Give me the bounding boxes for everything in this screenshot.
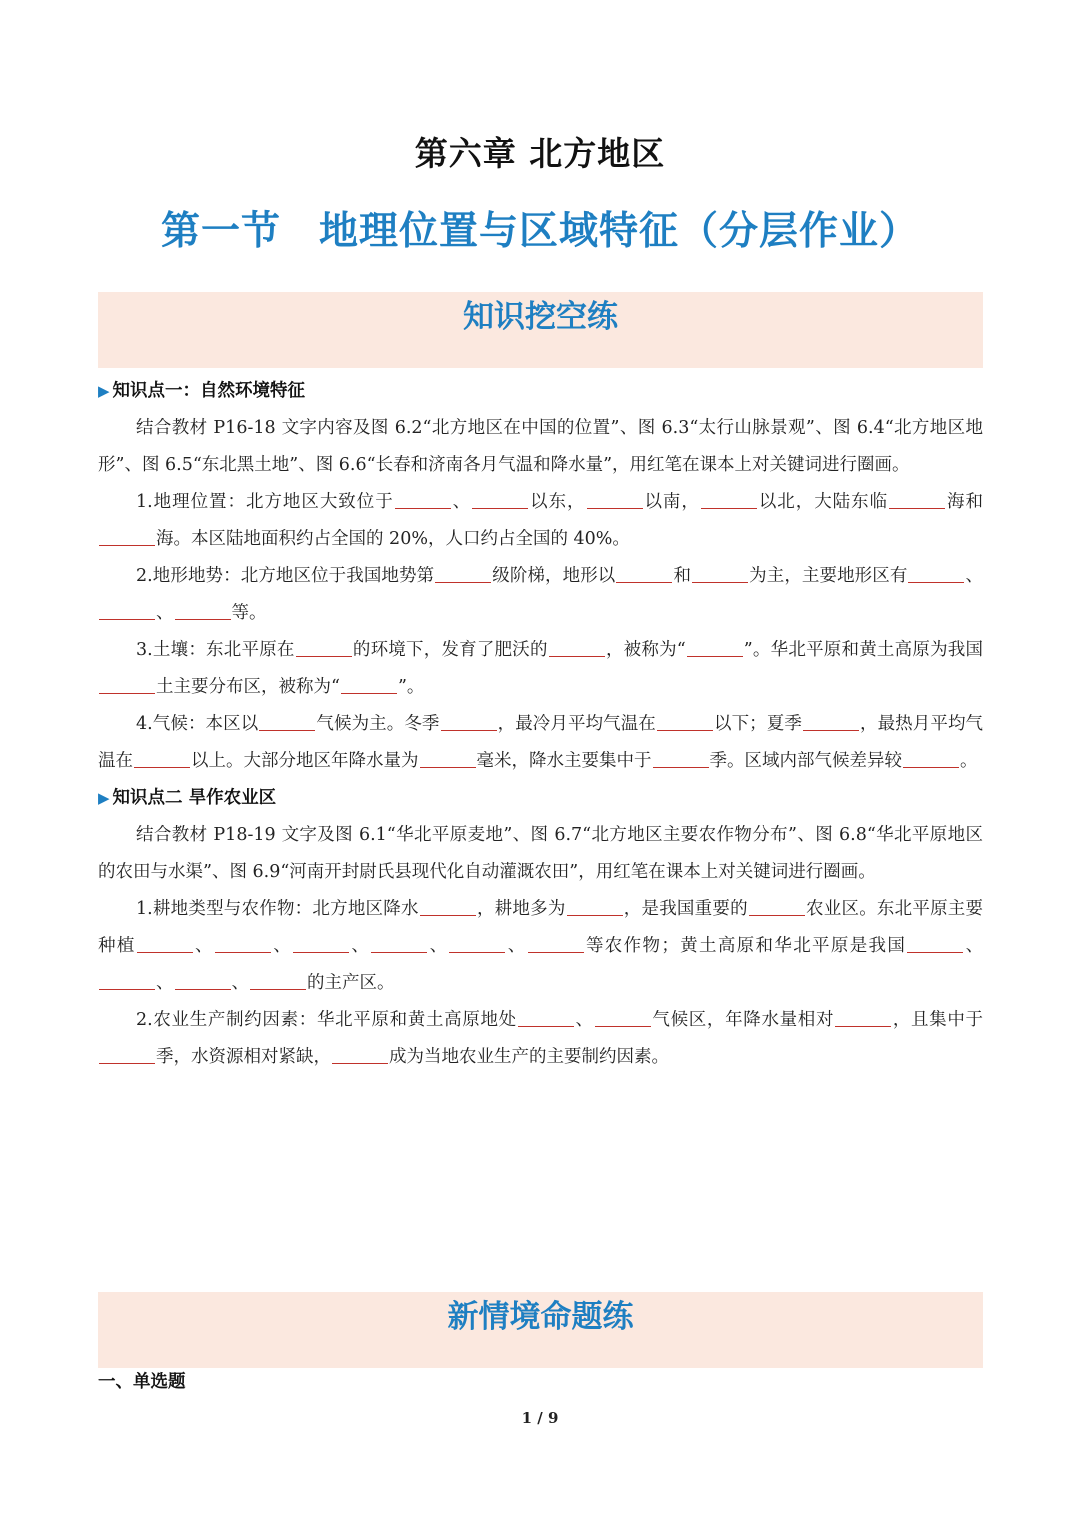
question-text: 级阶梯，地形以: [492, 566, 616, 586]
answer-blank[interactable]: [657, 706, 713, 731]
kp1-question-3: [98, 632, 983, 706]
answer-blank[interactable]: [749, 891, 805, 916]
question-text: 海。本区陆地面积约占全国的 20%，人口约占全国的 40%。: [156, 529, 630, 549]
question-text: 2.农业生产制约因素：华北平原和黄土高原地处: [136, 1010, 517, 1030]
question-text: 、: [964, 936, 984, 956]
question-text: 、: [451, 492, 472, 512]
answer-blank[interactable]: [99, 521, 155, 546]
answer-blank[interactable]: [250, 965, 306, 990]
question-text: 以上。大部分地区年降水量为: [191, 751, 419, 771]
kp1-intro: 结合教材 P16-18 文字内容及图 6.2“北方地区在中国的位置”、图 6.3“太行山脉景观”、图 6.4“北方地区地形”、图 6.5“东北黑土地”、图 6.6“长春和济南各月气温和降水量”，用红笔在课本上对关键词进行圈画。: [98, 418, 983, 475]
question-text: 等农作物；黄土高原和华北平原是我国: [584, 936, 907, 956]
answer-blank[interactable]: [803, 706, 859, 731]
answer-blank[interactable]: [889, 484, 945, 509]
answer-blank[interactable]: [441, 706, 497, 731]
question-text: 农业区。东北平原主要种植: [98, 899, 984, 956]
kp2-question-1: [98, 891, 983, 1002]
knowledge-fill-band: 知识挖空练: [98, 292, 983, 368]
answer-blank[interactable]: [595, 1002, 651, 1027]
answer-blank[interactable]: [296, 632, 352, 657]
question-text: 季。区域内部气候差异较: [709, 751, 902, 771]
knowledge-point-2-heading: ▶ 知识点二 旱作农业区: [98, 788, 277, 808]
question-text: 3.土壤：东北平原在: [136, 640, 295, 660]
answer-blank[interactable]: [907, 928, 963, 953]
kp1-question-4: [98, 706, 983, 780]
chapter-title: 第六章 北方地区: [414, 134, 666, 173]
answer-blank[interactable]: [99, 965, 155, 990]
question-text: 海和: [946, 492, 984, 512]
answer-blank[interactable]: [420, 891, 476, 916]
question-text: ，被称为“: [605, 640, 686, 660]
answer-blank[interactable]: [701, 484, 757, 509]
question-text: 等。: [231, 603, 267, 623]
answer-blank[interactable]: [175, 965, 231, 990]
question-text: 、: [428, 936, 449, 956]
question-text: ，且集中于: [892, 1010, 984, 1030]
answer-blank[interactable]: [332, 1039, 388, 1064]
answer-blank[interactable]: [449, 928, 505, 953]
question-text: 为主，主要地形区有: [749, 566, 908, 586]
answer-blank[interactable]: [528, 928, 584, 953]
question-text: 、: [231, 973, 249, 993]
question-text: 季，水资源相对紧缺，: [156, 1047, 331, 1067]
question-text: ，最冷月平均气温在: [497, 714, 656, 734]
question-text: 的环境下，发育了肥沃的: [352, 640, 548, 660]
section-title: [0, 200, 1080, 256]
question-text: 以东，: [529, 492, 586, 512]
answer-blank[interactable]: [587, 484, 643, 509]
question-text: 土主要分布区，被称为“: [156, 677, 340, 697]
page-number: 1 / 9: [521, 1409, 559, 1427]
question-text: 、: [574, 1010, 594, 1030]
answer-blank[interactable]: [175, 595, 231, 620]
question-text: 、: [156, 603, 174, 623]
worksheet-content: [98, 373, 983, 1076]
answer-blank[interactable]: [687, 632, 743, 657]
answer-blank[interactable]: [653, 743, 709, 768]
answer-blank[interactable]: [518, 1002, 574, 1027]
triangle-bullet-icon: ▶: [98, 789, 110, 807]
question-text: 气候区，年降水量相对: [651, 1010, 835, 1030]
question-text: 、: [271, 936, 293, 956]
question-text: 、: [350, 936, 371, 956]
answer-blank[interactable]: [903, 743, 959, 768]
answer-blank[interactable]: [215, 928, 271, 953]
answer-blank[interactable]: [567, 891, 623, 916]
answer-blank[interactable]: [472, 484, 528, 509]
question-text: 4.气候：本区以: [136, 714, 259, 734]
question-text: ”。华北平原和黄土高原为我国: [743, 640, 984, 660]
question-text: 气候为主。冬季: [316, 714, 440, 734]
answer-blank[interactable]: [99, 669, 155, 694]
question-text: 、: [156, 973, 174, 993]
kp2-intro: 结合教材 P18-19 文字及图 6.1“华北平原麦地”、图 6.7“北方地区主要农作物分布”、图 6.8“华北平原地区的农田与水渠”、图 6.9“河南开封尉氏县现代化自动灌溉农田”，用红笔在课本上对关键词进行圈画。: [98, 825, 983, 882]
question-text: 毫米，降水主要集中于: [476, 751, 652, 771]
question-text: 、: [965, 566, 984, 586]
answer-blank[interactable]: [137, 928, 193, 953]
answer-blank[interactable]: [616, 558, 672, 583]
kp2-question-2: [98, 1002, 983, 1076]
answer-blank[interactable]: [99, 1039, 155, 1064]
question-text: 以下；夏季: [713, 714, 802, 734]
question-text: 。: [960, 751, 978, 771]
answer-blank[interactable]: [835, 1002, 891, 1027]
answer-blank[interactable]: [420, 743, 476, 768]
question-text: 以北，大陆东临: [757, 492, 889, 512]
answer-blank[interactable]: [549, 632, 605, 657]
new-context-band: 新情境命题练: [98, 1292, 983, 1368]
question-text: 1.地理位置：北方地区大致位于: [136, 492, 394, 512]
answer-blank[interactable]: [293, 928, 349, 953]
question-text: ”。: [397, 677, 425, 697]
kp1-question-2: [98, 558, 983, 632]
triangle-bullet-icon: ▶: [98, 382, 110, 400]
answer-blank[interactable]: [99, 595, 155, 620]
question-text: ，耕地多为: [476, 899, 566, 919]
answer-blank[interactable]: [134, 743, 190, 768]
question-text: 1.耕地类型与农作物：北方地区降水: [136, 899, 419, 919]
answer-blank[interactable]: [435, 558, 491, 583]
answer-blank[interactable]: [341, 669, 397, 694]
question-text: 以南，: [643, 492, 700, 512]
single-choice-heading: 一、单选题: [98, 1372, 186, 1392]
answer-blank[interactable]: [692, 558, 748, 583]
knowledge-point-1-heading: ▶ 知识点一：自然环境特征: [98, 381, 306, 401]
answer-blank[interactable]: [371, 928, 427, 953]
question-text: 、: [506, 936, 527, 956]
answer-blank[interactable]: [395, 484, 451, 509]
answer-blank[interactable]: [259, 706, 315, 731]
question-text: 的主产区。: [307, 973, 395, 993]
question-text: 、: [193, 936, 214, 956]
question-text: 和: [673, 566, 692, 586]
question-text: 成为当地农业生产的主要制约因素。: [389, 1047, 669, 1067]
question-text: 2.地形地势：北方地区位于我国地势第: [136, 566, 435, 586]
question-text: ，最热月平均气温在: [98, 714, 984, 771]
kp1-question-1: [98, 484, 983, 558]
section-number: 第一节: [160, 208, 281, 254]
question-text: ，是我国重要的: [623, 899, 748, 919]
answer-blank[interactable]: [908, 558, 964, 583]
section-name: 地理位置与区域特征（分层作业）: [319, 208, 920, 254]
